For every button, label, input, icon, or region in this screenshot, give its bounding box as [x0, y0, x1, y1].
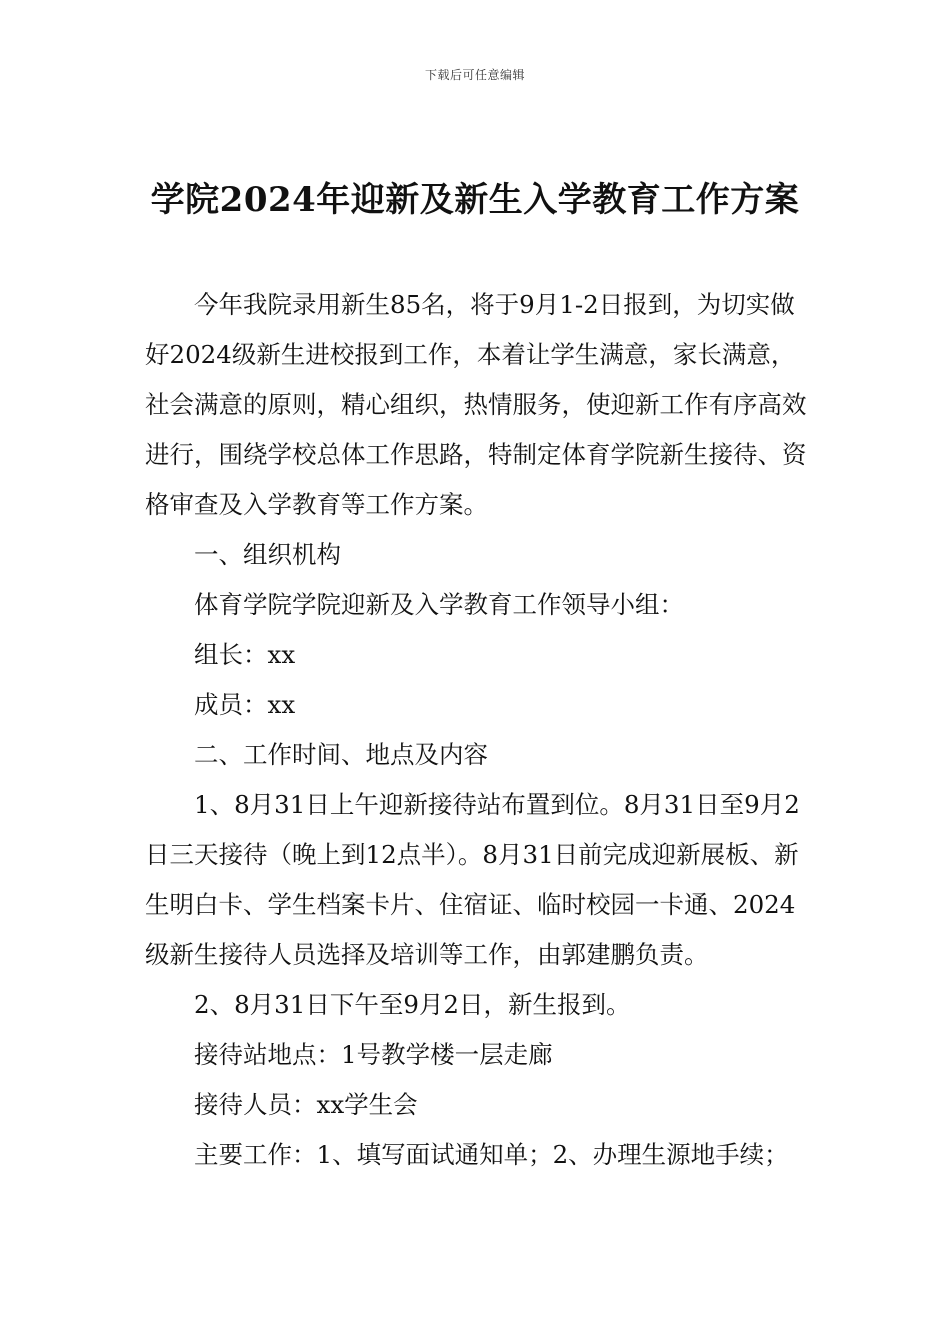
group-leader-line: 组长：xx	[194, 640, 296, 669]
members-line: 成员：xx	[194, 690, 296, 719]
reception-location-line: 接待站地点：1号教学楼一层走廊	[194, 1040, 553, 1069]
leadership-group-line: 体育学院学院迎新及入学教育工作领导小组：	[194, 590, 684, 619]
schedule-item-2: 2、8月31日下午至9月2日，新生报到。	[194, 990, 631, 1019]
section-heading-organization: 一、组织机构	[194, 540, 341, 569]
reception-staff-line: 接待人员：xx学生会	[194, 1090, 418, 1119]
document-title: 学院2024年迎新及新生入学教育工作方案	[150, 180, 800, 220]
header-note: 下载后可任意编辑	[424, 68, 525, 82]
document-body	[145, 280, 817, 1180]
schedule-item-1: 1、8月31日上午迎新接待站布置到位。8月31日至9月2日三天接待（晚上到12点半）。8月31日前完成迎新展板、新生明白卡、学生档案卡片、住宿证、临时校园一卡通、2024级新生接待人员选择及培训等工作，由郭建鹏负责。	[145, 790, 800, 969]
intro-paragraph: 今年我院录用新生85名，将于9月1-2日报到，为切实做好2024级新生进校报到工作，本着让学生满意，家长满意，社会满意的原则，精心组织，热情服务，使迎新工作有序高效进行，围绕学校总体工作思路，特制定体育学院新生接待、资格审查及入学教育等工作方案。	[145, 290, 807, 519]
section-heading-schedule: 二、工作时间、地点及内容	[194, 740, 488, 769]
main-tasks-line: 主要工作：1、填写面试通知单；2、办理生源地手续；	[194, 1140, 789, 1169]
